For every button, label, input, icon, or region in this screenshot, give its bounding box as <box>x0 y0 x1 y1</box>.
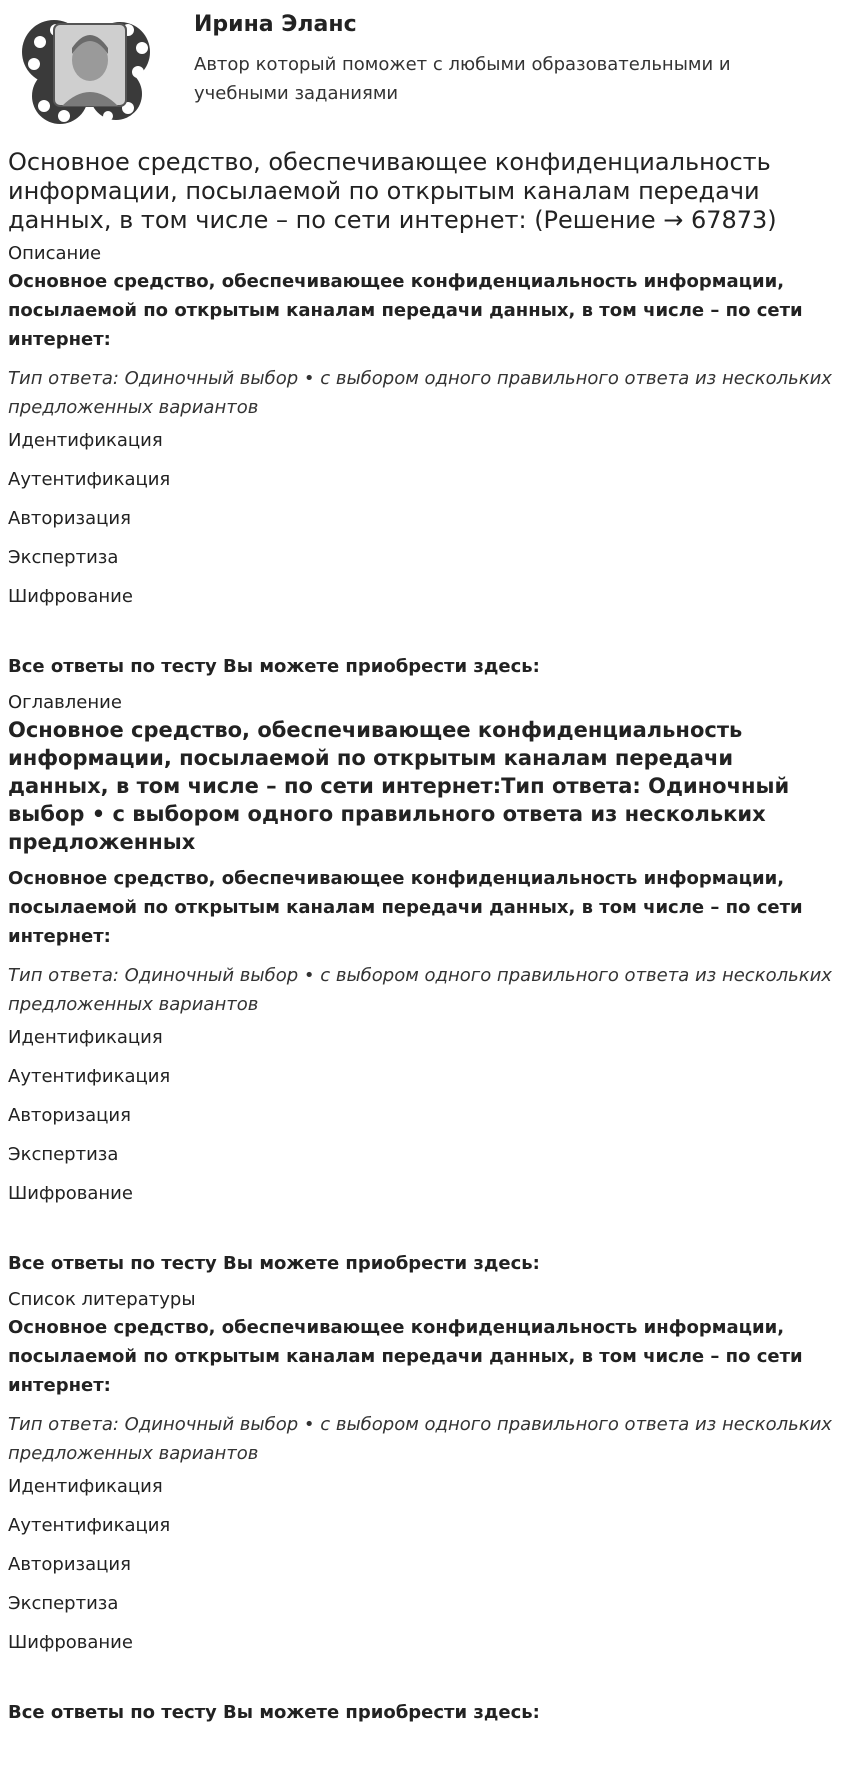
author-avatar <box>16 8 158 126</box>
question-text: Основное средство, обеспечивающее конфиденциальность информации, посылаемой по открытым каналам передачи данных, в том числе – по сети интернет: <box>8 271 803 350</box>
option-item: Авторизация <box>8 1105 131 1126</box>
option-item: Шифрование <box>8 586 133 607</box>
author-name: Ирина Эланс <box>194 12 357 37</box>
option-item: Экспертиза <box>8 1144 119 1165</box>
buy-answers-text: Все ответы по тесту Вы можете приобрести здесь: <box>8 1702 540 1723</box>
section-description <box>8 241 839 680</box>
buy-answers-text: Все ответы по тесту Вы можете приобрести здесь: <box>8 1253 540 1274</box>
option-item: Шифрование <box>8 1632 133 1653</box>
section-label: Список литературы <box>8 1289 196 1310</box>
options-list <box>8 1025 839 1207</box>
answer-type: Тип ответа: Одиночный выбор • с выбором одного правильного ответа из нескольких предложенных вариантов <box>8 965 832 1015</box>
option-item: Идентификация <box>8 1476 163 1497</box>
option-item: Авторизация <box>8 508 131 529</box>
option-item: Шифрование <box>8 1183 133 1204</box>
option-item: Экспертиза <box>8 547 119 568</box>
page-title: Основное средство, обеспечивающее конфиденциальность информации, посылаемой по открытым каналам передачи данных, в том числе – по сети интернет: (Решение → 67873) <box>8 148 777 234</box>
option-item: Авторизация <box>8 1554 131 1575</box>
section-label: Оглавление <box>8 692 122 713</box>
author-description: Автор который поможет с любыми образовательными и учебными заданиями <box>194 54 731 104</box>
option-item: Идентификация <box>8 1027 163 1048</box>
option-item: Идентификация <box>8 430 163 451</box>
answer-type: Тип ответа: Одиночный выбор • с выбором одного правильного ответа из нескольких предложенных вариантов <box>8 368 832 418</box>
options-list <box>8 1474 839 1656</box>
option-item: Аутентификация <box>8 1515 171 1536</box>
option-item: Экспертиза <box>8 1593 119 1614</box>
contents-heading: Основное средство, обеспечивающее конфиденциальность информации, посылаемой по открытым каналам передачи данных, в том числе – по сети интернет:Тип ответа: Одиночный выбор • с выбором одного правильного ответа из нескольких предложенных <box>8 718 790 854</box>
section-contents <box>8 690 839 1277</box>
answer-type: Тип ответа: Одиночный выбор • с выбором одного правильного ответа из нескольких предложенных вариантов <box>8 1414 832 1464</box>
question-text: Основное средство, обеспечивающее конфиденциальность информации, посылаемой по открытым каналам передачи данных, в том числе – по сети интернет: <box>8 1317 803 1396</box>
section-label: Описание <box>8 243 102 264</box>
buy-answers-text: Все ответы по тесту Вы можете приобрести здесь: <box>8 656 540 677</box>
question-text: Основное средство, обеспечивающее конфиденциальность информации, посылаемой по открытым каналам передачи данных, в том числе – по сети интернет: <box>8 868 803 947</box>
author-header <box>8 0 839 138</box>
option-item: Аутентификация <box>8 1066 171 1087</box>
options-list <box>8 428 839 610</box>
option-item: Аутентификация <box>8 469 171 490</box>
section-references <box>8 1287 839 1726</box>
